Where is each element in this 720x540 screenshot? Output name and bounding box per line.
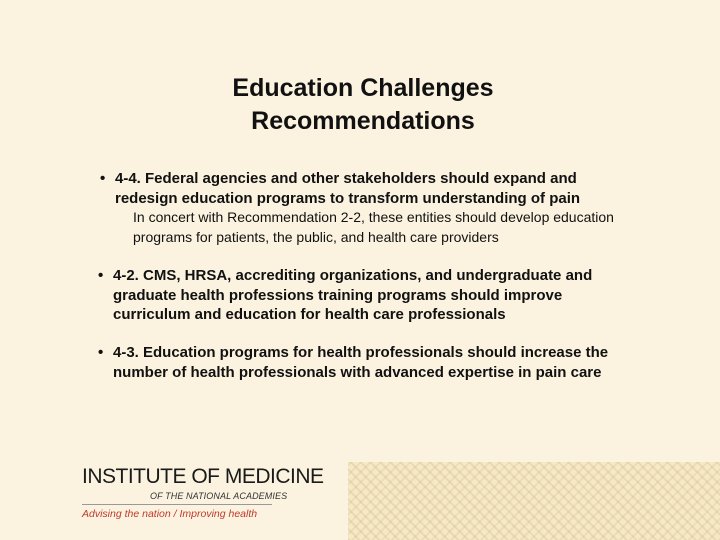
title-line-1: Education Challenges	[232, 74, 494, 102]
decorative-pattern	[348, 462, 720, 540]
bullet-marker: •	[98, 267, 104, 284]
bullet-marker: •	[98, 344, 104, 361]
bullet-text: 4-2. CMS, HRSA, accrediting organizations, and undergraduate and graduate health professions training programs should improve curriculum and education for health care professionals	[113, 267, 593, 323]
bullet-text: 4-4. Federal agencies and other stakeholders should expand and redesign education programs to transform understanding of pain	[115, 170, 581, 207]
sub-bullet-text: In concert with Recommendation 2-2, these entities should develop education programs for patients, the public, and health care providers	[133, 209, 614, 245]
logo-divider	[82, 504, 272, 505]
bullet-text: 4-3. Education programs for health professionals should increase the number of health professionals with advanced expertise in pain care	[113, 344, 609, 381]
org-name: INSTITUTE OF MEDICINE	[82, 465, 324, 488]
iom-logo	[82, 465, 324, 520]
org-tagline: Advising the nation / Improving health	[82, 508, 258, 520]
org-subtitle: OF THE NATIONAL ACADEMIES	[150, 491, 288, 501]
bullet-marker: •	[100, 170, 106, 187]
title-line-2: Recommendations	[251, 107, 475, 135]
